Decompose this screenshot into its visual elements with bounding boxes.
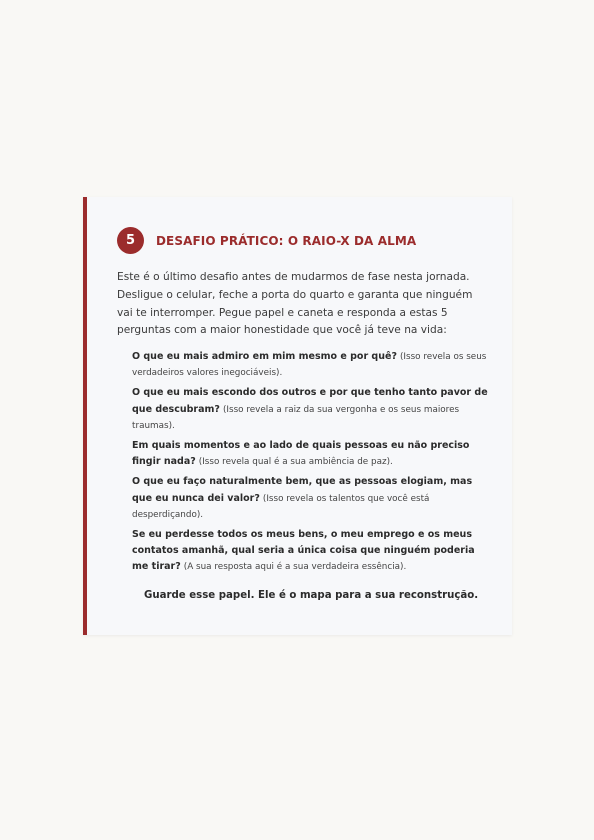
question-item xyxy=(132,474,490,523)
question-note: (Isso revela a raiz da sua vergonha e os seus maiores traumas). xyxy=(132,404,460,431)
question-item xyxy=(132,349,490,381)
question-item xyxy=(132,438,490,470)
question-note: (Isso revela os seus verdadeiros valores inegociáveis). xyxy=(132,352,487,379)
question-item xyxy=(132,385,490,434)
question-list xyxy=(132,349,490,580)
question-note: (Isso revela os talentos que você está desperdiçando). xyxy=(132,493,430,520)
question-text: Em quais momentos e ao lado de quais pessoas eu não preciso fingir nada? xyxy=(132,440,470,468)
question-note: (A sua resposta aqui é a sua verdadeira essência). xyxy=(183,562,407,573)
section-number-badge: 5 xyxy=(117,227,144,254)
question-text: O que eu mais escondo dos outros e por que tenho tanto pavor de que descubram? xyxy=(132,387,488,415)
question-note: (Isso revela qual é a sua ambiência de paz). xyxy=(198,457,393,468)
closing-statement: Guarde esse papel. Ele é o mapa para a sua reconstrução. xyxy=(144,590,479,601)
intro-paragraph: Este é o último desafio antes de mudarmos de fase nesta jornada. Desligue o celular, feche a porta do quarto e garanta que ninguém vai te interromper. Pegue papel e caneta e responda a estas 5 perguntas com a maior honestidade que você já teve na vida: xyxy=(117,271,473,337)
section-header xyxy=(117,227,416,254)
question-text: O que eu mais admiro em mim mesmo e por quê? xyxy=(132,351,397,362)
section-title: DESAFIO PRÁTICO: O RAIO-X DA ALMA xyxy=(156,233,417,248)
question-text: O que eu faço naturalmente bem, que as pessoas elogiam, mas que eu nunca dei valor? xyxy=(132,476,473,504)
challenge-card xyxy=(83,197,512,635)
question-text: Se eu perdesse todos os meus bens, o meu emprego e os meus contatos amanhã, qual seria a única coisa que ninguém poderia me tirar? xyxy=(132,529,475,573)
question-item xyxy=(132,527,490,576)
